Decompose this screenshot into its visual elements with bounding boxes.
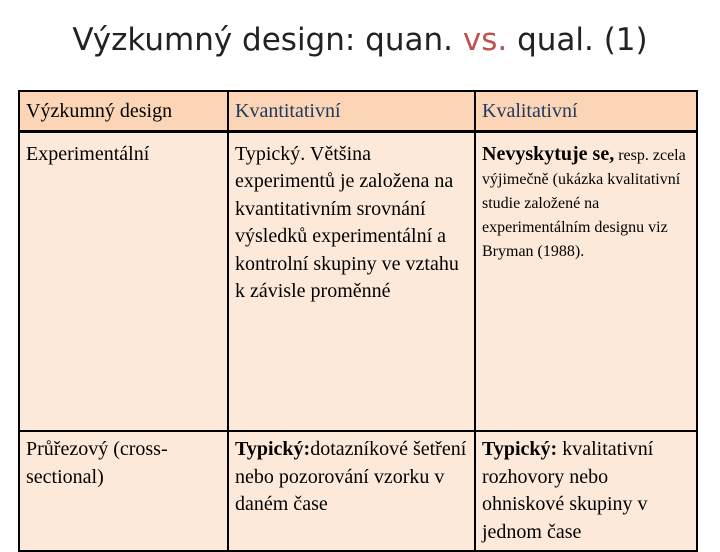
row-design-label: Experimentální [26,142,150,165]
quant-text: dotazníkové šetření nebo pozorování vzorku v daném čase [235,438,467,515]
row-qual-cell [475,431,697,551]
table-row [19,131,697,431]
header-cell-design [19,91,228,131]
header-qual: Kvalitativní [482,100,578,122]
qual-text: resp. zcela výjimečně (ukázka kvalitativní studie založené na experimentálním designu viz Bryman (1988). [482,146,686,260]
quant-text: Většina experimentů je založena na kvantitativním srovnání výsledků experimentální a kontrolní skupiny ve vztahu k závisle proměnné [235,142,459,302]
quant-bold-lead: Typický: [235,438,311,460]
comparison-table [18,90,698,552]
table-row [19,431,697,551]
title-part-2: qual. (1) [507,22,648,58]
quant-bold-lead: Typický. [235,142,306,165]
header-quant: Kvantitativní [235,100,341,122]
qual-bold-lead: Typický: [482,438,558,460]
row-quant-cell [228,131,475,431]
title-vs: vs. [462,22,508,58]
row-design-cell [19,431,228,551]
table-header-row [19,91,697,131]
title-part-1: Výzkumný design: quan. [72,22,463,58]
qual-text: kvalitativní rozhovory nebo ohniskové skupiny v jednom čase [482,438,654,543]
slide-title [0,22,720,58]
row-design-label: Průřezový (cross-sectional) [26,438,168,488]
row-qual-cell [475,131,697,431]
qual-bold-lead: Nevyskytuje se, [482,142,615,165]
header-cell-qual [475,91,697,131]
row-design-cell [19,131,228,431]
header-cell-quant [228,91,475,131]
row-quant-cell [228,431,475,551]
header-design: Výzkumný design [26,100,173,122]
